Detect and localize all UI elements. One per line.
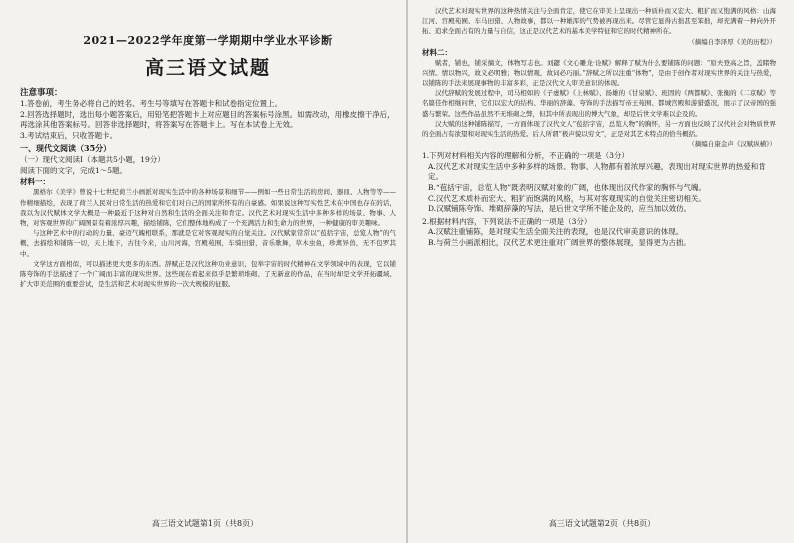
- question-1: 1.下列对材料相关内容的理解和分析，不正确的一项是（3分）: [422, 151, 629, 161]
- body-paragraph: 赋者，铺也，铺采摛文，体物写志也。刘勰《文心雕龙·诠赋》解释了赋为什么要铺陈的问题：“原夫登高之旨，盖睹物兴情。情以物兴，故义必明雅；物以情观，故词必巧丽。”辞赋之所以注重“体物”，是由于创作者对现实世界的关注与热爱，以铺陈的手法来展现事物的丰富多彩，正是汉代文人审美意识的体现。: [422, 58, 776, 88]
- note-item: 3.考试结束后，只收答题卡。: [20, 130, 118, 140]
- page-gutter: [406, 0, 408, 543]
- notes-heading: 注意事项：: [20, 88, 63, 98]
- page-2: [410, 0, 794, 543]
- option-b: B.与荷兰小画派相比，汉代艺术更注重对广阔世界的整体展现，显得更为古拙。: [428, 237, 691, 247]
- option-c: C.汉代艺术质朴而宏大、粗犷而饱满的风格，与其对客观现实的自觉关注密切相关。: [428, 193, 706, 203]
- body-paragraph: 汉代艺术对现实世界的这种热情关注与全面肯定，使它在审美上呈现出一种质朴而又宏大、粗犷而又饱满的风格：山海江河、宫殿苑囿、车马田猎、人物故事，都以一种雄浑的气势被再现出来。尽管它显得古拙甚至笨拙，却充满着一种向外开拓、追求全面占有的力量与自信，这正是汉代艺术的基本美学特征和它的时代精神所在。: [422, 7, 776, 36]
- notes-list: [20, 99, 396, 141]
- question-2: 2.根据材料内容，下列说法不正确的一项是（3分）: [422, 216, 592, 226]
- option-d: D.汉赋铺陈夸饰、堆砌辞藻的写法，是后世文学所不能企及的，应当加以效仿。: [428, 204, 692, 214]
- source-note: （摘编自康金声《汉赋纵横》）: [688, 140, 776, 149]
- body-paragraph: 汉代辞赋的发展过程中，司马相如的《子虚赋》《上林赋》、扬雄的《甘泉赋》、班固的《两都赋》、张衡的《二京赋》等名篇佳作相继问世，它们以宏大的结构、华丽的辞藻、夸饰的手法描写帝王苑囿、都城宫殿和游猎盛况，展示了汉帝国的强盛与繁荣。这些作品虽然不无堆砌之弊，但其中所表现出的博大气象，却是后世文学难以企及的。: [422, 89, 776, 118]
- material-1-label: 材料一：: [20, 177, 50, 187]
- body-paragraph: 文学这方面相似，可以描述更大更多的东西。辞赋正是汉代这种功业意识、包举宇宙的时代精神在文学领域中的表现，它以铺陈夸饰的手法描述了一个广阔而丰富的现实世界。这些现在看起来似乎是繁琐堆砌、了无新意的作品，在当时却是文学开拓疆域、扩大审美范围的重要尝试，是生活和艺术对现实世界的一次大规模的征服。: [20, 259, 396, 289]
- page-footer: 高三语文试题第1页（共8页）: [151, 519, 259, 528]
- body-paragraph: 汉大赋的这种铺陈描写，一方面体现了汉代文人“苞括宇宙，总览人物”的胸怀，另一方面也反映了汉代社会对物质世界的全面占有欲望和对现实生活的热爱。后人所谓“极声貌以穷文”，正是对其艺术特点的恰当概括。: [422, 119, 776, 139]
- body-paragraph: 黑格尔《美学》曾说十七世纪荷兰小画派对现实生活中的各种场景和细节——例如一些日常生活的房间、器皿、人物等等——作精细描绘，表现了荷兰人民对日常生活的热爱和它们对自己的国家所怀有的自豪感。如果说这种写实性艺术在中国也存在的话，我以为汉代赋体文学大概是一种最近于这种对自然和生活的全面关注和肯定。汉代艺术对现实生活中多种多样的场景、物事、人物，对客观世界的广阔图景有着浓厚兴趣，描绘铺陈，它们整体地构成了一个充满活力和生命力的世界，一种健康的审美趣味。: [20, 188, 396, 227]
- footer-area: [410, 531, 794, 543]
- option-a: A.汉赋注重铺陈，是对现实生活全面关注的表现，也是汉代审美意识的体现。: [428, 227, 684, 237]
- option-b: B.“苞括宇宙，总览人物”既表明汉赋对象的广阔，也体现出汉代作家的胸怀与气魄。: [428, 183, 707, 193]
- footer-area: [0, 531, 410, 543]
- note-item: 1.答卷前，考生务必将自己的姓名、考生号等填写在答题卡和试卷指定位置上。: [20, 99, 283, 108]
- material-2-label: 材料二：: [422, 47, 452, 57]
- reading-instruction: 阅读下面的文字，完成1～5题。: [20, 166, 128, 176]
- section-heading: 一、现代文阅读（35分）: [20, 143, 112, 154]
- body-paragraph: 与这种艺术中的行动的力量、豪迈气魄相联系，那就是它对客观现实的自觉关注。汉代赋家常常以“苞括宇宙，总览人物”的气概，去描绘和铺陈一切，天上地下，古往今来，山川河海，宫殿苑囿，车骑田猎，音乐歌舞，草木虫鱼，珍禽异兽，无不包罗其中。: [20, 229, 396, 258]
- subsection-heading: （一）现代文阅读Ⅰ（本题共5小题，19分）: [20, 155, 165, 165]
- source-note: （摘编自李泽厚《美的历程》）: [688, 37, 776, 46]
- subject-title: 高三语文试题: [144, 57, 271, 79]
- note-item: 2.回答选择题时，选出每小题答案后，用铅笔把答题卡上对应题目的答案标号涂黑。如需改动，用橡皮擦干净后，再选涂其他答案标号。回答非选择题时，将答案写在答题卡上。写在本试卷上无效。: [20, 109, 395, 130]
- exam-title: 2021—2022学年度第一学期期中学业水平诊断: [83, 34, 333, 47]
- option-a: A.汉代艺术对现实生活中多种多样的场景、物事、人物都有着浓厚兴趣，表现出对现实世界的热爱和肯定。: [428, 161, 766, 182]
- page-footer: 高三语文试题第2页（共8页）: [548, 519, 656, 528]
